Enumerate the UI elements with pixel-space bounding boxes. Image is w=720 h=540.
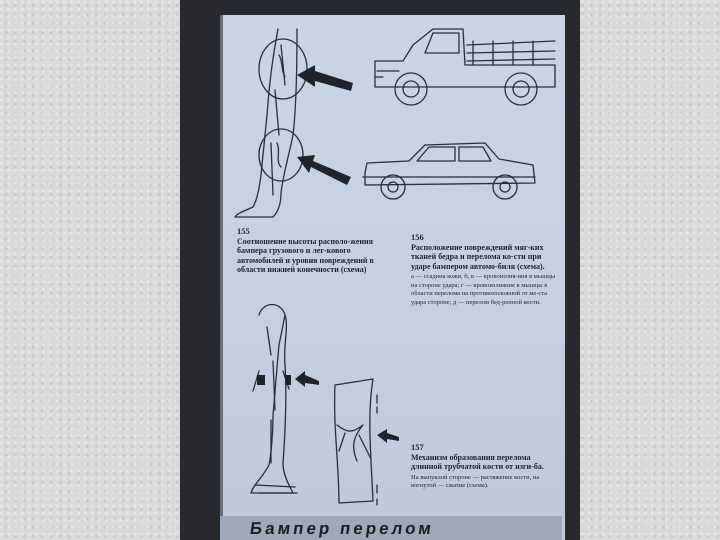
arrow-fig157 bbox=[377, 429, 399, 443]
bone-bending-figure-157 bbox=[335, 379, 377, 505]
figure-legend: а — ссадина кожи, б, в — кровоизлия-ния в мышцы на стороне удара; г — кровоизлияние в мышцы в области перелома на противоположной от ме-ста удара стороне; д — перелом бед-ренной кости. bbox=[411, 273, 556, 306]
caption-156 bbox=[411, 233, 559, 307]
bottom-label-strip bbox=[220, 516, 562, 540]
leg-figure-155 bbox=[235, 29, 307, 217]
figure-number: 155 bbox=[237, 226, 250, 236]
arrow-fig156 bbox=[295, 371, 319, 387]
figure-title: Расположение повреждений мяг-ких тканей бедра и перелома ко-сти при ударе бампером автомо-биля (схема). bbox=[411, 242, 545, 271]
figure-title: Механизм образования перелома длинной трубчатой кости от изги-ба. bbox=[411, 452, 544, 471]
car-drawing bbox=[363, 143, 535, 199]
arrow-upper-impact bbox=[297, 65, 353, 91]
figure-number: 157 bbox=[411, 442, 424, 452]
truck-drawing bbox=[375, 29, 555, 105]
skeleton-figure-156 bbox=[251, 305, 297, 494]
arrow-lower-impact bbox=[297, 155, 351, 185]
bottom-label-text: Бампер перелом bbox=[248, 519, 436, 538]
caption-157 bbox=[411, 443, 559, 491]
figure-number: 156 bbox=[411, 232, 424, 242]
caption-155 bbox=[237, 227, 387, 275]
book-page bbox=[220, 15, 565, 540]
figure-title: Соотношение высоты располо-жения бампера грузового и лег-кового автомобилей и уровня повреждений в области нижней конечности (схема) bbox=[237, 236, 374, 274]
photo-background bbox=[180, 0, 580, 540]
figure-legend: На выпуклой стороне — растяжение кости, на вогнутой — сжатие (схема). bbox=[411, 473, 540, 489]
